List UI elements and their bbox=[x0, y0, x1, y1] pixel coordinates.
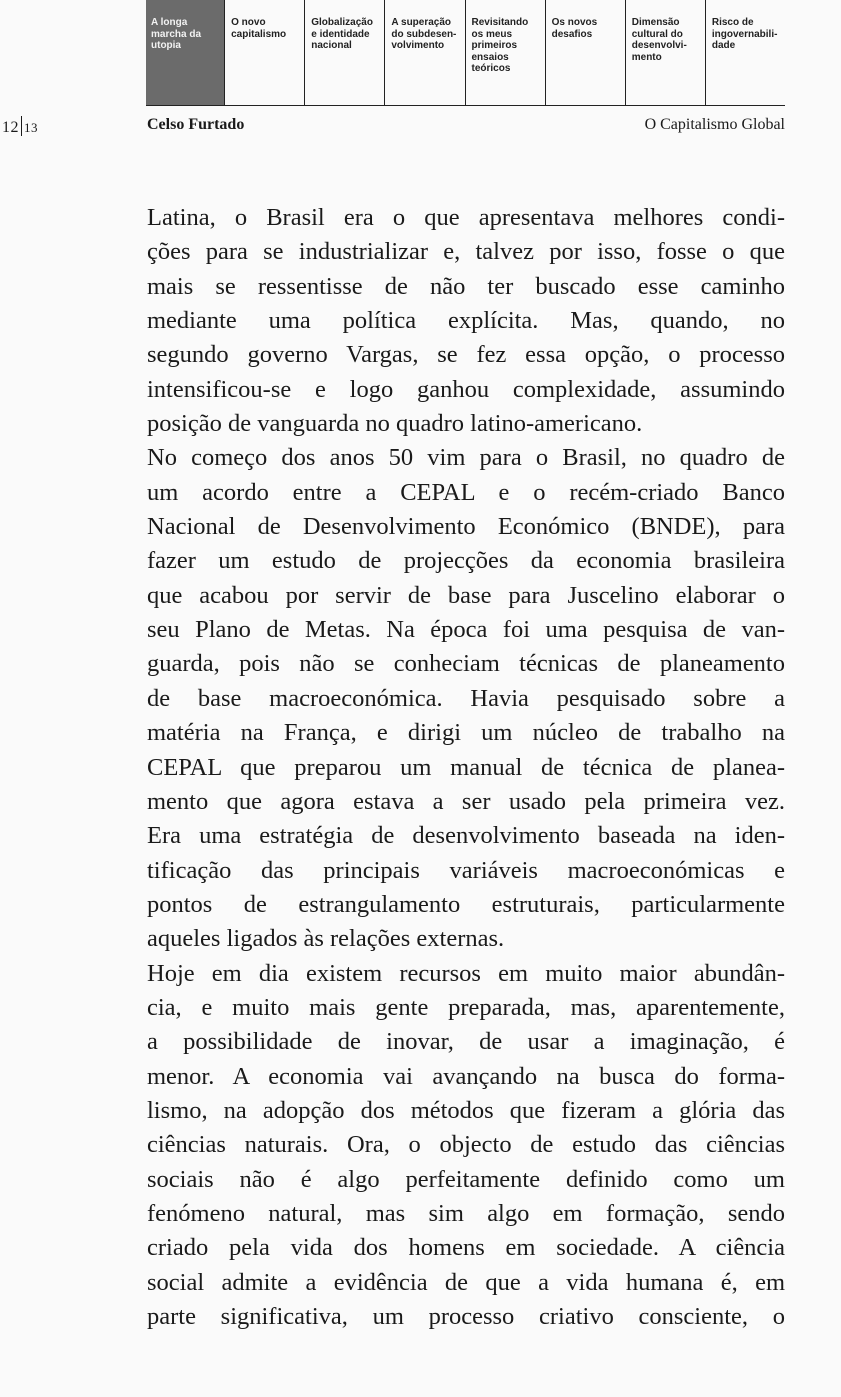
text-line: que acabou por servir de base para Juscelino elaborar o bbox=[147, 581, 785, 609]
author-name: Celso Furtado bbox=[147, 116, 245, 133]
text-line: fenómeno natural, mas sim algo em formação, sendo bbox=[147, 1199, 785, 1227]
text-line: Era uma estratégia de desenvolvimento baseada na iden- bbox=[147, 822, 785, 850]
chapter-tab[interactable]: O novo capitalismo bbox=[225, 0, 305, 105]
text-line: fazer um estudo de projecções da economia brasileira bbox=[147, 547, 785, 575]
text-line: de base macroeconómica. Havia pesquisado sobre a bbox=[147, 684, 785, 712]
text-line: tificação das principais variáveis macroeconómicas e bbox=[147, 856, 785, 884]
text-line: No começo dos anos 50 vim para o Brasil, no quadro de bbox=[147, 444, 785, 472]
text-line: mento que agora estava a ser usado pela primeira vez. bbox=[147, 787, 785, 815]
book-title: O Capitalismo Global bbox=[644, 116, 785, 133]
body-text bbox=[147, 201, 785, 1334]
text-line: pontos de estrangulamento estruturais, particularmente bbox=[147, 890, 785, 918]
chapter-tab[interactable]: Os novos desafios bbox=[546, 0, 626, 105]
text-line: menor. A economia vai avançando na busca do forma- bbox=[147, 1062, 785, 1090]
text-line: a possibilidade de inovar, de usar a imaginação, é bbox=[147, 1028, 785, 1056]
text-line: cia, e muito mais gente preparada, mas, aparentemente, bbox=[147, 993, 785, 1021]
page-number-next: 13 bbox=[24, 120, 38, 135]
text-line: CEPAL que preparou um manual de técnica de planea- bbox=[147, 753, 785, 781]
text-line: seu Plano de Metas. Na época foi uma pesquisa de van- bbox=[147, 616, 785, 644]
text-line: mais se ressentisse de não ter buscado esse caminho bbox=[147, 272, 785, 300]
text-line: matéria na França, e dirigi um núcleo de trabalho na bbox=[147, 719, 785, 747]
chapter-navigation bbox=[146, 0, 785, 106]
chapter-tab[interactable]: A longa marcha da utopia bbox=[146, 0, 225, 105]
text-line: parte significativa, um processo criativo consciente, o bbox=[147, 1303, 785, 1330]
text-line: um acordo entre a CEPAL e o recém-criado Banco bbox=[147, 478, 785, 506]
text-line: intensificou-se e logo ganhou complexidade, assumindo bbox=[147, 375, 785, 403]
chapter-tab[interactable]: Dimensão cultural do desenvolvi- mento bbox=[626, 0, 706, 105]
text-line: sociais não é algo perfeitamente definido como um bbox=[147, 1165, 785, 1193]
text-line: mediante uma política explícita. Mas, quando, no bbox=[147, 307, 785, 335]
text-line: segundo governo Vargas, se fez essa opção, o processo bbox=[147, 341, 785, 369]
text-line: posição de vanguarda no quadro latino-americano. bbox=[147, 410, 643, 438]
chapter-tab[interactable]: Revisitando os meus primeiros ensaios teóricos bbox=[466, 0, 546, 105]
page-number-current: 12 bbox=[2, 119, 19, 136]
text-line: guarda, pois não se conheciam técnicas de planeamento bbox=[147, 650, 785, 678]
text-line: Hoje em dia existem recursos em muito maior abundân- bbox=[147, 959, 785, 987]
text-line: Nacional de Desenvolvimento Económico (BNDE), para bbox=[147, 513, 785, 541]
text-line: ções para se industrializar e, talvez por isso, fosse o que bbox=[147, 238, 785, 266]
running-header bbox=[0, 112, 841, 138]
chapter-tab[interactable]: A superação do subdesen- volvimento bbox=[385, 0, 465, 105]
text-line: lismo, na adopção dos métodos que fizeram a glória das bbox=[147, 1096, 785, 1124]
text-line: ciências naturais. Ora, o objecto de estudo das ciências bbox=[147, 1131, 785, 1159]
text-line: aqueles ligados às relações externas. bbox=[147, 925, 505, 953]
text-line: criado pela vida dos homens em sociedade. A ciência bbox=[147, 1234, 785, 1262]
text-line: Latina, o Brasil era o que apresentava melhores condi- bbox=[147, 204, 785, 231]
page-numbers bbox=[2, 116, 38, 137]
text-line: social admite a evidência de que a vida humana é, em bbox=[147, 1268, 785, 1296]
chapter-tab[interactable]: Globalização e identidade nacional bbox=[305, 0, 385, 105]
chapter-tab[interactable]: Risco de ingovernabili- dade bbox=[711, 17, 778, 51]
page-number-divider bbox=[21, 116, 22, 136]
